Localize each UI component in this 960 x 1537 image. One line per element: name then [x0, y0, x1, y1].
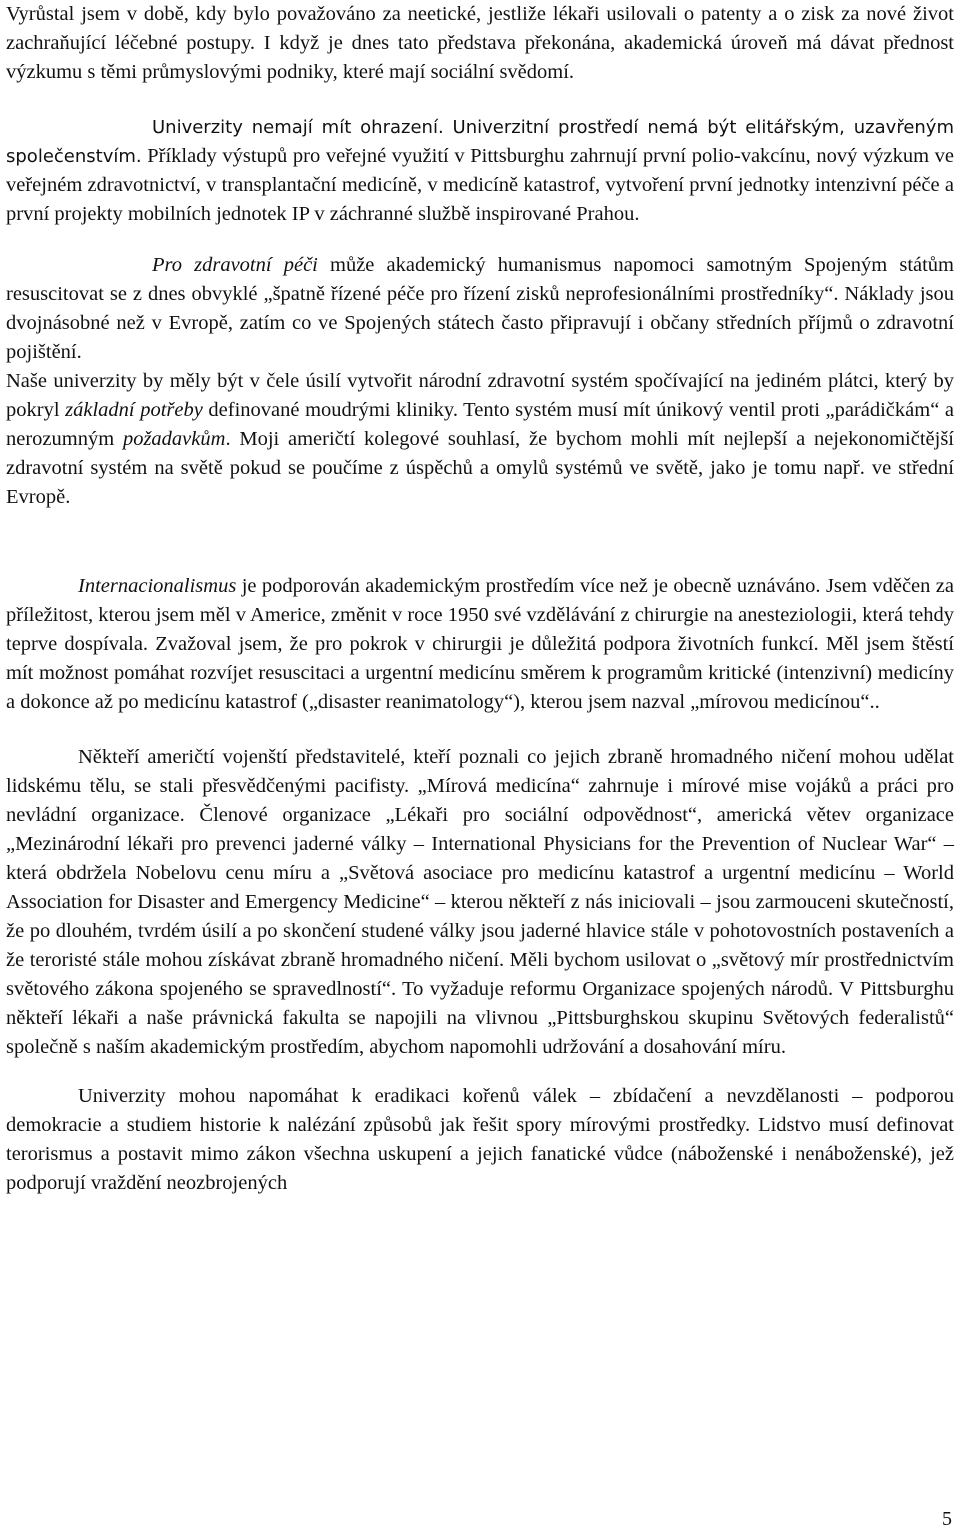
page-number: 5	[942, 1508, 952, 1530]
paragraph-text: Někteří američtí vojenští představitelé, kteří poznali co jejich zbraně hromadného ničení mohou udělat lidskému tělu, se stali přesvědčenými pacifisty. „Mírová medicína“ zahrnuje i mírové mise vojáků a práci pro nevládní organizace. Členové organizace „Lékaři pro sociální odpovědnost“, americká větev organizace „Mezinárodní lékaři pro prevenci jaderné války – International Physicians for the Prevention of Nuclear War“ – která obdržela Nobelovu cenu míru a „Světová asociace pro medicínu katastrof a urgentní medicínu – World Association for Disaster and Emergency Medicine“ – kterou někteří z nás iniciovali – jsou zarmouceni skutečností, že po dlouhém, tvrdém úsilí a po skončení studené války jsou jaderné hlavice stále v pohotovostních postaveních a že teroristé stále mohou získávat zbraně hromadného ničení. Měli bychom usilovat o „světový mír prostřednictvím světového zákona spojeného se spravedlností“. To vyžaduje reformu Organizace spojených národů. V Pittsburghu někteří lékaři a naše právnická fakulta se napojili na vlivnou „Pittsburghskou skupinu Světových federalistů“ společně s naším akademickým prostředím, abychom napomohli udržování a dosahování míru.	[6, 746, 954, 1058]
paragraph-healthcare	[6, 251, 954, 367]
paragraph-text: Příklady výstupů pro veřejné využití v Pittsburghu zahrnují první polio-vakcínu, nový výzkum ve veřejném zdravotnictví, v transplantační medicíně, v medicíně katastrof, vytvoření první jednotky intenzivní péče a první projekty mobilních jednotek IP v záchranné službě inspirované Prahou.	[6, 145, 954, 225]
paragraph-text: . Moji američtí kolegové souhlasí, že bychom mohli mít nejlepší a nejekonomičtější zdravotní systém na světě pokud se poučíme z úspěchů a omylů systémů ve světě, jako je tomu např. ve střední Evropě.	[6, 428, 954, 508]
sans-lead-text: Univerzity nemají mít ohrazení. Univerzitní prostředí nemá být elitářským, uzavřeným společenstvím.	[6, 117, 954, 167]
italic-phrase: základní potřeby	[65, 399, 203, 421]
paragraph-internationalism	[6, 572, 954, 717]
document-page	[6, 0, 954, 1198]
paragraph-text: Vyrůstal jsem v době, kdy bylo považováno za neetické, jestliže lékaři usilovali o patenty a o zisk za nové život zachraňující léčebné postupy. I když je dnes tato představa překonána, akademická úroveň má dávat přednost výzkumu s těmi průmyslovými podniky, které mají sociální svědomí.	[6, 3, 954, 83]
paragraph-text: je podporován akademickým prostředím více než je obecně uznáváno. Jsem vděčen za příležitost, kterou jsem měl v Americe, změnit v roce 1950 své vzdělávání z chirurgie na anesteziologii, která tehdy teprve dospívala. Zvažoval jsem, že pro pokrok v chirurgii je důležitá podpora životních funkcí. Měl jsem štěstí mít možnost pomáhat rozvíjet resuscitaci a urgentní medicínu směrem k programům kritické (intenzivní) medicíny a dokonce až po medicínu katastrof („disaster reanimatology“), kterou jsem nazval „mírovou medicínou“..	[6, 575, 954, 713]
paragraph-text: může akademický humanismus napomoci samotným Spojeným státům resuscitovat se z dnes obvyklé „špatně řízené péče pro řízení zisků neprofesionálními prostředníky“. Náklady jsou dvojnásobné než v Evropě, zatím co ve Spojených státech často připravují i občany středních příjmů o zdravotní pojištění.	[6, 254, 954, 363]
paragraph-peace-medicine	[6, 743, 954, 1062]
paragraph-text: Univerzity mohou napomáhat k eradikaci kořenů válek – zbídačení a nevzdělanosti – podporou demokracie a studiem historie k nalézání způsobů jak řešit spory mírovými prostředky. Lidstvo musí definovat terorismus a postavit mimo zákon všechna uskupení a jejich fanatické vůdce (náboženské i nenáboženské), jež podporují vraždění neozbrojených	[6, 1085, 954, 1194]
paragraph-universities	[6, 113, 954, 229]
italic-phrase: požadavkům	[122, 428, 226, 450]
paragraph-text: definované moudrými kliniky. Tento systém musí mít únikový ventil proti „parádičkám“ a nerozumným	[6, 399, 954, 450]
paragraph-patents	[6, 0, 954, 87]
italic-lead: Internacionalismus	[78, 575, 237, 597]
italic-lead: Pro zdravotní péči	[152, 254, 318, 276]
paragraph-text: Naše univerzity by měly být v čele úsilí vytvořit národní zdravotní systém spočívající na jediném plátci, který by pokryl	[6, 370, 954, 421]
paragraph-national-health-system	[6, 367, 954, 512]
paragraph-roots-of-war	[6, 1082, 954, 1198]
